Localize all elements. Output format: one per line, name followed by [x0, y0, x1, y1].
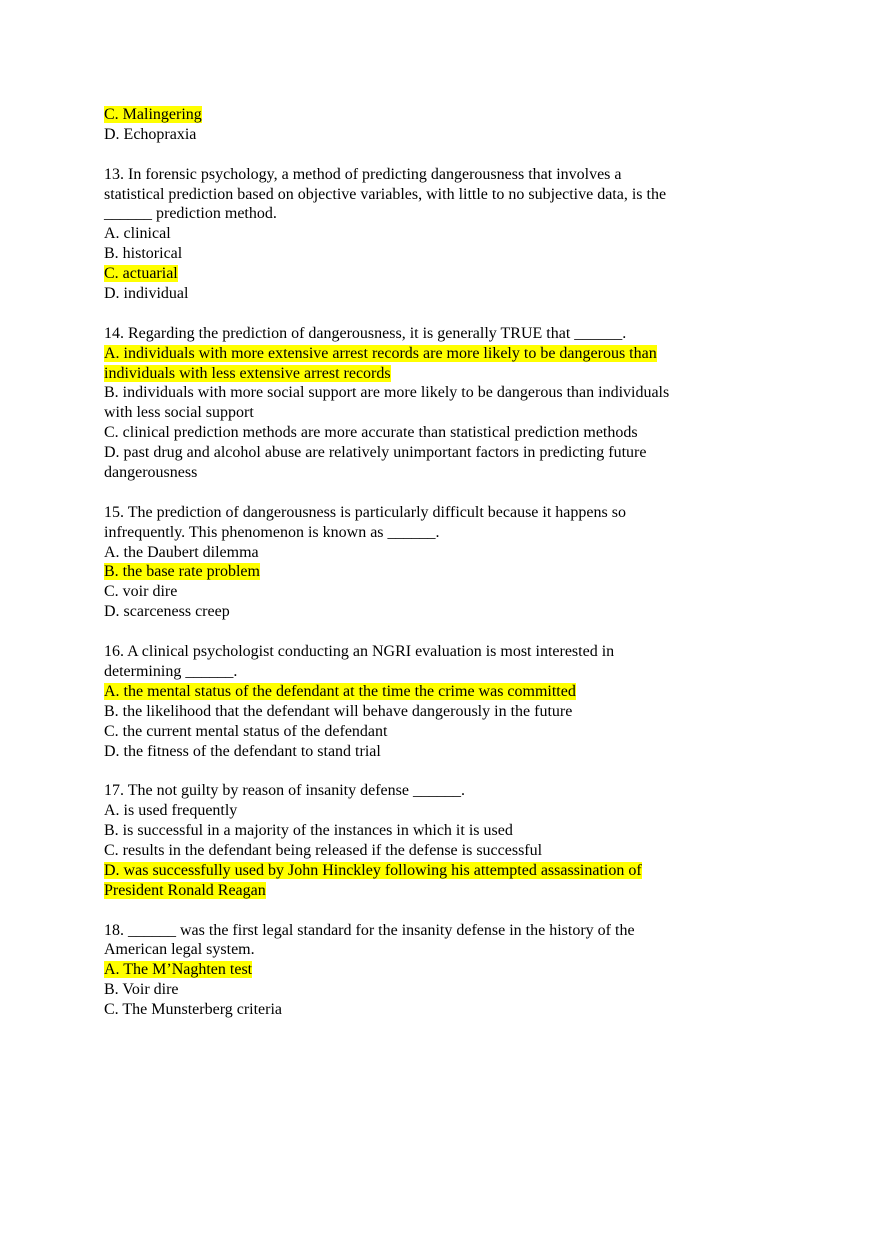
- answer-b: B. individuals with more social support are more likely to be dangerous than individuals: [104, 384, 670, 402]
- answer-a-highlighted: individuals with less extensive arrest records: [104, 364, 391, 382]
- answer-d: D. Echopraxia: [104, 125, 197, 143]
- question-15: [104, 503, 784, 622]
- answer-c-highlighted: C. Malingering: [104, 106, 202, 123]
- question-14: [104, 324, 784, 483]
- answer-d: dangerousness: [104, 464, 198, 482]
- answer-c-highlighted: C. actuarial: [104, 265, 178, 283]
- answer-b: B. historical: [104, 245, 183, 263]
- question-stem: 17. The not guilty by reason of insanity defense ______.: [104, 782, 465, 800]
- answer-a: A. is used frequently: [104, 802, 238, 820]
- question-stem: infrequently. This phenomenon is known as ______.: [104, 523, 440, 541]
- answer-d: D. individual: [104, 285, 189, 303]
- answer-b-highlighted: B. the base rate problem: [104, 563, 260, 581]
- answer-a: A. clinical: [104, 225, 171, 243]
- question-13: [104, 165, 784, 304]
- answer-d: D. the fitness of the defendant to stand trial: [104, 742, 381, 760]
- question-16: [104, 642, 784, 761]
- question-17: [104, 781, 784, 900]
- answer-d: D. scarceness creep: [104, 603, 230, 621]
- answer-d-highlighted: D. was successfully used by John Hinckley following his attempted assassination of: [104, 861, 642, 879]
- question-stem: statistical prediction based on objective variables, with little to no subjective data, is the: [104, 185, 667, 203]
- answer-d-highlighted: President Ronald Reagan: [104, 881, 266, 899]
- answer-a-highlighted: A. The M’Naghten test: [104, 961, 253, 979]
- answer-c: C. clinical prediction methods are more accurate than statistical prediction methods: [104, 424, 638, 442]
- answer-b: B. Voir dire: [104, 981, 179, 999]
- answer-a-highlighted: A. individuals with more extensive arrest records are more likely to be dangerous than: [104, 344, 657, 362]
- answer-a-highlighted: A. the mental status of the defendant at the time the crime was committed: [104, 682, 576, 700]
- answer-b: B. the likelihood that the defendant will behave dangerously in the future: [104, 702, 573, 720]
- document-body: [104, 105, 784, 1020]
- question-18: [104, 921, 784, 1020]
- question-stem: 14. Regarding the prediction of dangerousness, it is generally TRUE that ______.: [104, 324, 627, 342]
- question-stem: 18. ______ was the first legal standard for the insanity defense in the history of the: [104, 921, 635, 939]
- question-stem: ______ prediction method.: [104, 205, 277, 223]
- answer-b: with less social support: [104, 404, 254, 422]
- answer-c: C. voir dire: [104, 583, 178, 601]
- question-stem: 16. A clinical psychologist conducting an NGRI evaluation is most interested in: [104, 643, 615, 661]
- answer-d: D. past drug and alcohol abuse are relatively unimportant factors in predicting future: [104, 444, 647, 462]
- answer-b: B. is successful in a majority of the instances in which it is used: [104, 822, 513, 840]
- answer-c: C. results in the defendant being released if the defense is successful: [104, 841, 543, 859]
- answer-c: C. the current mental status of the defendant: [104, 722, 388, 740]
- answer-c: C. The Munsterberg criteria: [104, 1001, 283, 1019]
- question-stem: 13. In forensic psychology, a method of predicting dangerousness that involves a: [104, 165, 622, 183]
- question-stem: American legal system.: [104, 941, 255, 959]
- question-stem: determining ______.: [104, 662, 238, 680]
- question-stem: 15. The prediction of dangerousness is particularly difficult because it happens so: [104, 503, 626, 521]
- question-12-tail: [104, 105, 784, 145]
- answer-a: A. the Daubert dilemma: [104, 543, 259, 561]
